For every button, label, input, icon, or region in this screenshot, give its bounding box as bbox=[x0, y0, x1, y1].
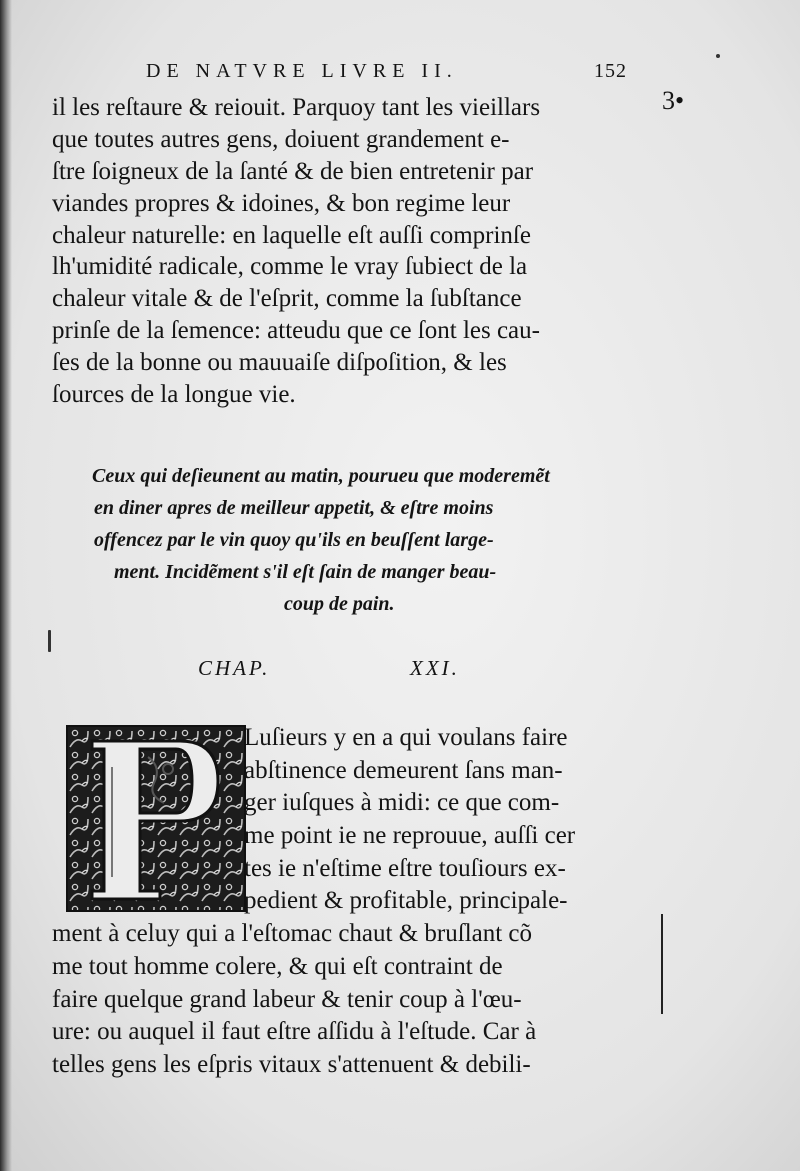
folio-number: 152 bbox=[594, 60, 627, 82]
text-line: Luſieurs y en a qui voulans faire bbox=[244, 724, 568, 751]
chapter-label: CHAP. bbox=[198, 656, 271, 680]
text-line: que toutes autres gens, doiuent grandement e- bbox=[52, 125, 510, 153]
running-head-title: DE NATVRE LIVRE II. bbox=[146, 60, 458, 82]
summary-line: Ceux qui deſieunent au matin, pourueu que moderemẽt bbox=[92, 465, 550, 487]
text-line: me point ie ne reprouue, auſſi cer bbox=[244, 822, 576, 850]
binding-shadow bbox=[0, 0, 12, 1171]
ink-speck bbox=[716, 54, 720, 58]
chapter-number: XXI. bbox=[410, 656, 460, 680]
text-line: il les reſtaure & reiouit. Parquoy tant les vieillars bbox=[52, 94, 541, 121]
ink-speck bbox=[48, 630, 51, 652]
text-line: me tout homme colere, & qui eſt contraint de bbox=[52, 952, 503, 980]
text-line: prinſe de la ſemence: atteudu que ce ſont les cau- bbox=[52, 317, 540, 345]
text-line: tes ie n'eſtime eſtre touſiours ex- bbox=[244, 854, 566, 882]
margin-bracket bbox=[661, 914, 669, 1014]
text-line: ment à celuy qui a l'eſtomac chaut & bruſlant cõ bbox=[52, 920, 533, 948]
text-line: chaleur naturelle: en laquelle eſt auſſi comprinſe bbox=[52, 221, 531, 249]
text-line: chaleur vitale & de l'eſprit, comme la ſubſtance bbox=[52, 285, 522, 313]
text-line: ger iuſques à midi: ce que com- bbox=[244, 789, 560, 817]
paragraph bbox=[52, 92, 652, 411]
text-line: ſources de la longue vie. bbox=[52, 381, 296, 409]
text-line: abſtinence demeurent ſans man- bbox=[244, 756, 563, 784]
chapter-text bbox=[52, 722, 662, 1082]
summary-line: coup de pain. bbox=[284, 593, 395, 615]
text-line: lh'umidité radicale, comme le vray ſubiect de la bbox=[52, 253, 528, 281]
text-line: ure: ou auquel il faut eſtre aſſidu à l'eſtude. Car à bbox=[52, 1018, 537, 1046]
running-head bbox=[146, 58, 636, 92]
text-line: ſtre ſoigneux de la ſanté & de bien entretenir par bbox=[52, 157, 534, 185]
margin-mark: 3• bbox=[662, 86, 685, 115]
summary-line: en diner apres de meilleur appetit, & eſtre moins bbox=[94, 497, 494, 519]
text-line: viandes propres & idoines, & bon regime leur bbox=[52, 189, 511, 217]
summary-line: ment. Incidẽment s'il eſt ſain de manger beau- bbox=[114, 561, 497, 583]
text-line: telles gens les eſpris vitaux s'attenuent & debili- bbox=[52, 1050, 531, 1078]
summary-line: offencez par le vin quoy qu'ils en beuſſent large- bbox=[94, 529, 494, 551]
text-line: ſes de la bonne ou mauuaiſe diſpoſition, & les bbox=[52, 349, 507, 377]
chapter-heading bbox=[198, 656, 498, 690]
text-line: pedient & profitable, principale- bbox=[244, 887, 568, 915]
text-line: faire quelque grand labeur & tenir coup à l'œu- bbox=[52, 985, 522, 1013]
chapter-summary bbox=[92, 460, 632, 620]
